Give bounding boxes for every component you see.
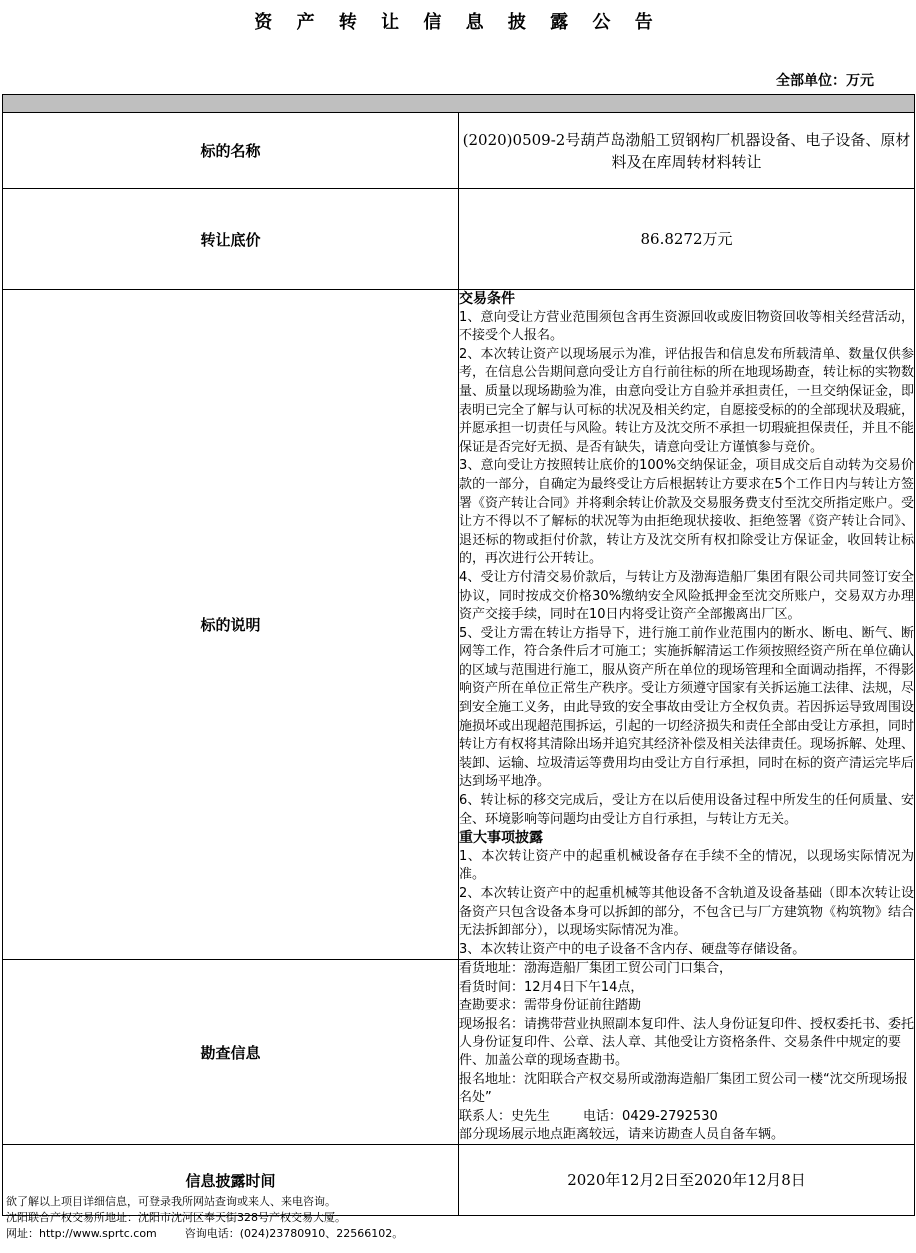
- label-inspection: 勘查信息: [3, 960, 459, 1145]
- trade-item-2: 2、本次转让资产以现场展示为准，评估报告和信息发布所载清单、数量仅供参考，在信息公告期间意向受让方自行前往标的所在地现场勘查，转让标的实物数量、质量以现场勘验为准，由意向受让方自验并承担责任，一旦交纳保证金，即表明已完全了解与认可标的状况及相关约定，自愿接受标的的全部现状及瑕疵，并愿承担一切责任与风险。转让方及沈交所不承担一切瑕疵担保责任，并且不能保证是否完好无损、是否有缺失，请意向受让方谨慎参与竞价。: [459, 346, 915, 455]
- page-title: 资 产 转 让 信 息 披 露 公 告: [254, 12, 662, 33]
- inspection-line-registration-address: 报名地址：沈阳联合产权交易所或渤海造船厂集团工贸公司一楼“沈交所现场报名处”: [459, 1071, 908, 1106]
- value-disclosure-time: 2020年12月2日至2020年12月8日: [459, 1145, 915, 1216]
- row-subject-name: [3, 113, 915, 189]
- major-item-3: 3、本次转让资产中的电子设备不含内存、硬盘等存储设备。: [459, 941, 806, 957]
- value-subject-name: (2020)0509-2号葫芦岛渤船工贸钢构厂机器设备、电子设备、原材料及在库周转材料转让: [459, 113, 915, 189]
- inspection-line-requirement: 查勘要求：需带身份证前往踏勘: [459, 998, 642, 1014]
- header-gray-row: [3, 95, 915, 113]
- footer-info: [6, 1194, 403, 1242]
- label-description: 标的说明: [3, 290, 459, 960]
- trade-item-4: 4、受让方付清交易价款后，与转让方及渤海造船厂集团有限公司共同签订安全协议，同时按成交价格30%缴纳安全风险抵押金至沈交所账户，交易双方办理资产交接手续，同时在10日内将受让资产全部搬离出厂区。: [459, 569, 914, 623]
- inspection-line-contact: 联系人：史先生 电话：0429-2792530: [459, 1108, 718, 1124]
- row-inspection: [3, 960, 915, 1145]
- trade-item-1: 1、意向受让方营业范围须包含再生资源回收或废旧物资回收等相关经营活动，不接受个人报名。: [459, 309, 914, 344]
- footer-line-address: 沈阳联合产权交易所地址：沈阳市沈河区奉天街328号产权交易大厦。: [6, 1211, 346, 1224]
- inspection-line-onsite-registration: 现场报名：请携带营业执照副本复印件、法人身份证复印件、授权委托书、委托人身份证复印件、公章、法人章、其他受让方资格条件、交易条件中规定的要件、加盖公章的现场查勘书。: [459, 1016, 915, 1069]
- major-item-1: 1、本次转让资产中的起重机械设备存在手续不全的情况，以现场实际情况为准。: [459, 848, 914, 883]
- inspection-line-time: 看货时间：12月4日下午14点，: [459, 979, 644, 995]
- row-reserve-price: [3, 189, 915, 290]
- inspection-content: [459, 960, 915, 1145]
- major-matters-heading: 重大事项披露: [459, 830, 543, 847]
- trade-item-5: 5、受让方需在转让方指导下，进行施工前作业范围内的断水、断电、断气、断网等工作，符合条件后才可施工；实施拆解清运工作须按照经资产所在单位确认的区域与范围进行施工，服从资产所在单位的现场管理和全面调动指挥，不得影响资产所在单位正常生产秩序。受让方须遵守国家有关拆运施工法律、法规，尽到安全施工义务，由此导致的安全事故由受让方全权负责。若因拆运导致周围设施损坏或出现超范围拆运，引起的一切经济损失和责任全部由受让方承担，同时转让方有权将其清除出场并追究其经济补偿及相关法律责任。现场拆解、处理、装卸、运输、垃圾清运等费用均由受让方自行承担，同时在标的资产清运完毕后达到场平地净。: [459, 625, 915, 790]
- label-reserve-price: 转让底价: [3, 189, 459, 290]
- footer-line-inquiry: 欲了解以上项目详细信息，可登录我所网站查询或来人、来电咨询。: [6, 1195, 336, 1208]
- footer-line-contact: 网址：http://www.sprtc.com 咨询电话：(024)23780910、22566102。: [6, 1227, 404, 1240]
- unit-note: 全部单位：万元: [776, 73, 874, 89]
- inspection-line-address: 看货地址：渤海造船厂集团工贸公司门口集合，: [459, 961, 733, 977]
- trade-item-6: 6、转让标的移交完成后，受让方在以后使用设备过程中所发生的任何质量、安全、环境影响等问题均由受让方自行承担，与转让方无关。: [459, 793, 914, 827]
- trade-conditions-heading: 交易条件: [459, 291, 515, 307]
- trade-item-3: 3、意向受让方按照转让底价的100%交纳保证金，项目成交后自动转为交易价款的一部分，自确定为最终受让方后根据转让方要求在5个工作日内与转让方签署《资产转让合同》并将剩余转让价款及交易服务费支付至沈交所指定账户。受让方不得以不了解标的状况等为由拒绝现状接收、拒绝签署《资产转让合同》、退还标的物或拒付价款，转让方及沈交所有权扣除受让方保证金，收回转让标的，再次进行公开转让。: [459, 458, 915, 567]
- major-item-2: 2、本次转让资产中的起重机械等其他设备不含轨道及设备基础（即本次转让设备资产只包含设备本身可以拆卸的部分，不包含已与厂方建筑物《构筑物》结合无法拆卸部分），以现场实际情况为准。: [459, 886, 915, 939]
- disclosure-table: [2, 94, 915, 1216]
- description-content: [459, 290, 915, 960]
- gray-header-cell: [3, 95, 915, 113]
- label-disclosure-time: 信息披露时间: [3, 1145, 459, 1216]
- value-reserve-price: 86.8272万元: [459, 189, 915, 290]
- label-subject-name: 标的名称: [3, 113, 459, 189]
- row-description: [3, 290, 915, 960]
- inspection-line-note: 部分现场展示地点距离较远，请来访勘查人员自备车辆。: [459, 1127, 785, 1143]
